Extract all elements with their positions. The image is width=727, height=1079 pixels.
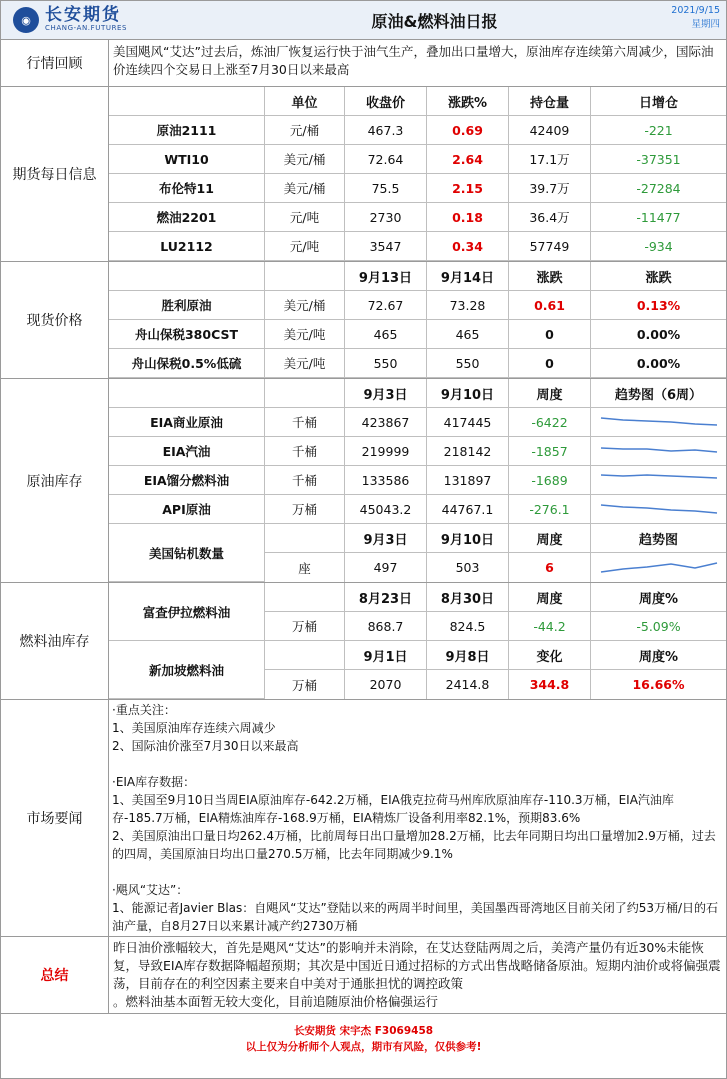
news-line: 1、美国至9月10日当周EIA原油库存-642.2万桶，EIA俄克拉荷马州库欣原油库存-110.3万桶，EIA汽油库存-185.7万桶，EIA精炼油库存-168.9万桶，EIA精炼厂设备利用率82.1%，预期83.6% [112, 793, 674, 825]
section-label: 期货每日信息 [1, 87, 109, 261]
value-cell: 131897 [427, 466, 509, 495]
unit-cell: 座 [265, 553, 345, 582]
trend-cell [591, 553, 726, 582]
change-cell: 0 [509, 320, 591, 349]
daily-oi-change-cell: -934 [591, 232, 726, 261]
table-header: 收盘价 [345, 87, 427, 116]
table-header: 涨跌 [591, 262, 726, 291]
value-cell: 497 [345, 553, 427, 582]
table-header: 趋势图 [591, 524, 726, 553]
unit-cell: 万桶 [265, 612, 345, 641]
pct-cell: -5.09% [591, 612, 726, 641]
table-header: 变化 [509, 641, 591, 670]
unit-cell: 元/桶 [265, 116, 345, 145]
value-cell: 824.5 [427, 612, 509, 641]
value-cell: 218142 [427, 437, 509, 466]
row-name: 富查伊拉燃料油 [109, 583, 265, 641]
oi-cell: 42409 [509, 116, 591, 145]
inventory-section [1, 379, 726, 583]
logo-name: 长安期货 [45, 5, 121, 26]
change-cell: 0.61 [509, 291, 591, 320]
news-line: ·重点关注： [112, 703, 176, 717]
change-cell: -44.2 [509, 612, 591, 641]
value-cell: 465 [427, 320, 509, 349]
change-cell: 0.34 [427, 232, 509, 261]
oi-cell: 57749 [509, 232, 591, 261]
table-header: 周度 [509, 583, 591, 612]
news-line: 1、美国原油库存连续六周减少 [112, 721, 276, 735]
close-cell: 2730 [345, 203, 427, 232]
table-header: 日增仓 [591, 87, 726, 116]
row-name: 舟山保税380CST [109, 320, 265, 349]
fuel-table [109, 583, 726, 699]
unit-cell: 元/吨 [265, 232, 345, 261]
unit-cell: 美元/桶 [265, 291, 345, 320]
unit-cell: 万桶 [265, 670, 345, 699]
unit-cell: 元/吨 [265, 203, 345, 232]
trend-sparkline [599, 412, 719, 432]
value-cell: 503 [427, 553, 509, 582]
table-header: 涨跌% [427, 87, 509, 116]
inventory-table [109, 379, 726, 582]
value-cell: 45043.2 [345, 495, 427, 524]
spot-section [1, 262, 726, 379]
row-name: EIA汽油 [109, 437, 265, 466]
table-header: 9月13日 [345, 262, 427, 291]
weekday-text: 星期四 [691, 19, 720, 31]
table-header [109, 87, 265, 116]
oi-cell: 39.7万 [509, 174, 591, 203]
pct-cell: 0.00% [591, 320, 726, 349]
daily-oi-change-cell: -37351 [591, 145, 726, 174]
review-text: 美国飓风“艾达”过去后，炼油厂恢复运行快于油气生产，叠加出口量增大，原油库存连续第六周减少，国际油价连续四个交易日上涨至7月30日以来最高 [113, 44, 714, 77]
logo-english: CHANG-AN.FUTURES [45, 24, 128, 33]
table-cell [265, 524, 345, 553]
news-line: 2、国际油价涨至7月30日以来最高 [112, 739, 299, 753]
trend-cell [591, 466, 726, 495]
report-header [1, 1, 726, 40]
change-cell: 0.69 [427, 116, 509, 145]
review-section [1, 40, 726, 87]
value-cell: 44767.1 [427, 495, 509, 524]
trend-sparkline [599, 470, 719, 490]
row-name: 燃油2201 [109, 203, 265, 232]
table-header: 9月3日 [345, 524, 427, 553]
trend-cell [591, 437, 726, 466]
table-header: 周度 [509, 524, 591, 553]
table-header: 涨跌 [509, 262, 591, 291]
summary-line: 。燃料油基本面暂无较大变化，目前追随原油价格偏强运行 [113, 994, 439, 1009]
row-name: EIA馏分燃料油 [109, 466, 265, 495]
news-line: 1、能源记者Javier Blas：自飓风“艾达”登陆以来的两周半时间里，美国墨西哥湾地区目前关闭了约53万桶/日的石油产量，自8月27日以来累计减产约2730万桶 [112, 901, 719, 933]
unit-cell: 千桶 [265, 437, 345, 466]
daily-oi-change-cell: -221 [591, 116, 726, 145]
section-label: 行情回顾 [1, 40, 109, 86]
table-header: 9月1日 [345, 641, 427, 670]
row-name: 布伦特11 [109, 174, 265, 203]
table-header: 持仓量 [509, 87, 591, 116]
section-label: 市场要闻 [1, 700, 109, 936]
change-cell: 2.15 [427, 174, 509, 203]
disclaimer-line: 以上仅为分析师个人观点，期市有风险，仅供参考! [245, 1041, 482, 1053]
change-cell: 0 [509, 349, 591, 378]
trend-sparkline [599, 558, 719, 578]
close-cell: 75.5 [345, 174, 427, 203]
value-cell: 550 [427, 349, 509, 378]
value-cell: 868.7 [345, 612, 427, 641]
section-label: 现货价格 [1, 262, 109, 378]
trend-cell [591, 408, 726, 437]
summary-text [109, 937, 726, 1013]
unit-cell: 千桶 [265, 466, 345, 495]
daily-oi-change-cell: -27284 [591, 174, 726, 203]
date-text: 2021/9/15 [671, 5, 720, 16]
row-name: 美国钻机数量 [109, 524, 265, 582]
logo-emblem-icon: ◉ [13, 7, 39, 33]
value-cell: 219999 [345, 437, 427, 466]
unit-cell: 美元/桶 [265, 174, 345, 203]
pct-cell: 16.66% [632, 677, 685, 692]
row-name: LU2112 [109, 232, 265, 261]
page-title: 原油&燃料油日报 [371, 11, 498, 31]
change-cell: -6422 [509, 408, 591, 437]
value-cell: 465 [345, 320, 427, 349]
row-name: API原油 [109, 495, 265, 524]
row-name: 新加坡燃料油 [109, 641, 265, 699]
table-header: 9月8日 [427, 641, 509, 670]
row-name: 原油2111 [109, 116, 265, 145]
table-header: 周度 [509, 379, 591, 408]
news-line: ·EIA库存数据： [112, 775, 196, 789]
news-line [112, 755, 723, 773]
trend-sparkline [599, 499, 719, 519]
unit-cell: 美元/吨 [265, 320, 345, 349]
row-name: 胜利原油 [109, 291, 265, 320]
change-cell: 344.8 [509, 670, 591, 699]
news-line [112, 863, 723, 881]
value-cell: 72.67 [345, 291, 427, 320]
value-cell: 423867 [345, 408, 427, 437]
spot-table [109, 262, 726, 378]
fuel-section [1, 583, 726, 700]
oi-cell: 17.1万 [509, 145, 591, 174]
row-name: 舟山保税0.5%低硫 [109, 349, 265, 378]
close-cell: 72.64 [345, 145, 427, 174]
table-header: 9月10日 [427, 524, 509, 553]
unit-cell: 美元/吨 [265, 349, 345, 378]
row-name: WTI10 [109, 145, 265, 174]
value-cell: 2414.8 [427, 670, 509, 699]
summary-section [1, 937, 726, 1014]
trend-sparkline [599, 441, 719, 461]
row-name: EIA商业原油 [109, 408, 265, 437]
table-header: 单位 [265, 87, 345, 116]
futures-section [1, 87, 726, 262]
pct-cell: 0.00% [591, 349, 726, 378]
change-cell: -276.1 [509, 495, 591, 524]
news-line: ·飓风“艾达”： [112, 883, 189, 897]
oi-cell: 36.4万 [509, 203, 591, 232]
unit-cell: 万桶 [265, 495, 345, 524]
section-label: 燃料油库存 [1, 583, 109, 699]
pct-cell: 0.13% [591, 291, 726, 320]
value-cell: 417445 [427, 408, 509, 437]
change-cell: 6 [509, 553, 591, 582]
unit-cell: 美元/桶 [265, 145, 345, 174]
market-news-section [1, 700, 726, 937]
table-header: 8月23日 [345, 583, 427, 612]
value-cell: 73.28 [427, 291, 509, 320]
section-label: 原油库存 [1, 379, 109, 582]
change-cell: 0.18 [427, 203, 509, 232]
table-header: 周度% [591, 641, 726, 670]
unit-cell: 千桶 [265, 408, 345, 437]
market-news-text [109, 700, 726, 936]
close-cell: 467.3 [345, 116, 427, 145]
table-header: 9月10日 [427, 379, 509, 408]
change-cell: -1857 [509, 437, 591, 466]
value-cell: 550 [345, 349, 427, 378]
table-header: 8月30日 [427, 583, 509, 612]
trend-cell [591, 495, 726, 524]
section-label: 总结 [1, 937, 109, 1013]
table-header: 趋势图（6周） [591, 379, 726, 408]
change-cell: 2.64 [427, 145, 509, 174]
daily-oi-change-cell: -11477 [591, 203, 726, 232]
change-cell: -1689 [509, 466, 591, 495]
value-cell: 2070 [345, 670, 427, 699]
report-footer [1, 1014, 726, 1064]
table-header: 周度% [591, 583, 726, 612]
close-cell: 3547 [345, 232, 427, 261]
futures-table [109, 87, 726, 261]
summary-line: 昨日油价涨幅较大，首先是飓风“艾达”的影响并未消除，在艾达登陆两周之后，美湾产量仍有近30%未能恢复，导致EIA库存数据降幅超预期；其次是中国近日通过招标的方式出售战略储备原油。短期内油价或将偏强震荡，目前存在的利空因素主要来自中美对于通胀担忧的调控政策 [113, 940, 721, 991]
table-header: 9月14日 [427, 262, 509, 291]
company-logo [1, 7, 253, 33]
author-line: 长安期货 宋宇杰 F3069458 [293, 1025, 434, 1037]
news-line: 2、美国原油出口量日均262.4万桶，比前周每日出口量增加28.2万桶，比去年同期日均出口量增加2.9万桶，过去的四周，美国原油日均出口量270.5万桶，比去年同期减少9.1% [112, 829, 716, 861]
report-date [671, 4, 720, 33]
table-header: 9月3日 [345, 379, 427, 408]
value-cell: 133586 [345, 466, 427, 495]
